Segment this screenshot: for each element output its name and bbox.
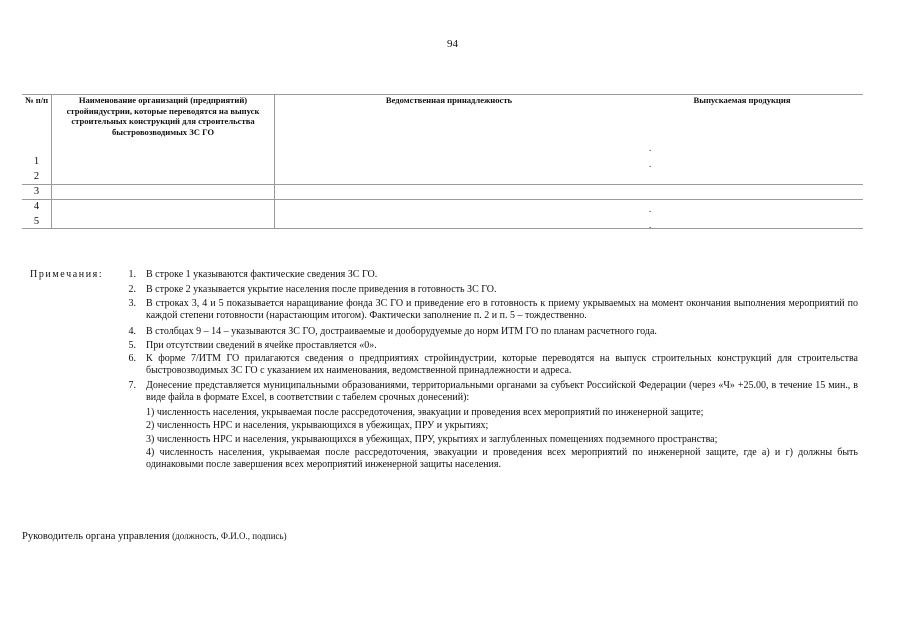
note-text: В строке 1 указываются фактические сведения ЗС ГО. [146, 269, 378, 280]
note-number: 3. [128, 298, 136, 309]
header-product: Выпускаемая продукция [693, 95, 791, 105]
note-text: К форме 7/ИТМ ГО прилагаются сведения о предприятиях стройиндустрии, которые переводятся на выпуск строительных конструкций для строительства быстровозводимых ЗС ГО с указанием их наименования, ведомственной принадлежности и адреса. [146, 353, 858, 377]
signature-hint: (должность, Ф.И.О., подпись) [172, 531, 287, 541]
page-number: 94 [447, 38, 458, 50]
row-number: 1 [33, 156, 40, 167]
note-subitem: 3) численность НРС и населения, укрывающихся в убежищах, ПРУ, укрытиях и заглубленных помещениях подземного пространства; [146, 434, 718, 445]
table-row-divider [22, 199, 863, 200]
cell-dot: . [649, 159, 652, 169]
note-subitem: 4) численность населения, укрываемая после рассредоточения, эвакуации и проведения всех мероприятий по инженерной защите, где а) и г) должны быть одинаковыми после завершения всех мероприятий инженерной защиты населения. [146, 447, 858, 471]
table-col-divider [274, 94, 275, 229]
cell-dot: . [649, 204, 652, 214]
note-text: В столбцах 9 – 14 – указываются ЗС ГО, достраиваемые и дооборудуемые до норм ИТМ ГО по планам расчетного года. [146, 326, 657, 337]
note-subitem: 2) численность НРС и населения, укрывающихся в убежищах, ПРУ и укрытиях; [146, 420, 489, 431]
note-number: 2. [128, 284, 136, 295]
notes-title: Примечания: [30, 269, 104, 280]
note-text: В строке 2 указывается укрытие населения после приведения в готовность ЗС ГО. [146, 284, 497, 295]
cell-dot: . [649, 143, 652, 153]
note-text: Донесение представляется муниципальными образованиями, территориальными органами за субъект Российской Федерации (через «Ч» +25.00, в течение 15 мин., в виде файла в формате Excel, в соответствии с табелем срочных донесений): [146, 380, 858, 404]
header-org-name: Наименование организаций (предприятий) стройиндустрии, которые переводятся на выпуск строительных конструкций для строительства быстровозводимых ЗС ГО [66, 95, 260, 137]
note-number: 1. [128, 269, 136, 280]
header-department: Ведомственная принадлежность [385, 95, 513, 105]
header-num: № п/п [24, 95, 49, 105]
note-subitem: 1) численность населения, укрываемая после рассредоточения, эвакуации и проведения всех мероприятий по инженерной защите; [146, 407, 704, 418]
signature-label: Руководитель органа управления [22, 531, 170, 542]
row-number: 5 [33, 216, 40, 227]
cell-dot: . [649, 220, 652, 230]
note-number: 6. [128, 353, 136, 364]
note-text: В строках 3, 4 и 5 показывается наращивание фонда ЗС ГО и приведение его в готовность к приему укрываемых на момент окончания выполнения мероприятий по каждой степени готовности (нарастающим итогом). Фактически заполнение п. 2 и п. 5 – тождественно. [146, 298, 858, 322]
report-table [22, 94, 863, 229]
row-number: 2 [33, 171, 40, 182]
row-number: 3 [33, 186, 40, 197]
table-col-divider [51, 94, 52, 229]
note-number: 5. [128, 340, 136, 351]
note-number: 4. [128, 326, 136, 337]
note-number: 7. [128, 380, 136, 391]
table-row-divider [22, 228, 863, 229]
note-text: При отсутствии сведений в ячейке проставляется «0». [146, 340, 377, 351]
row-number: 4 [33, 201, 40, 212]
signature-line [22, 531, 287, 542]
table-row-divider [22, 184, 863, 185]
